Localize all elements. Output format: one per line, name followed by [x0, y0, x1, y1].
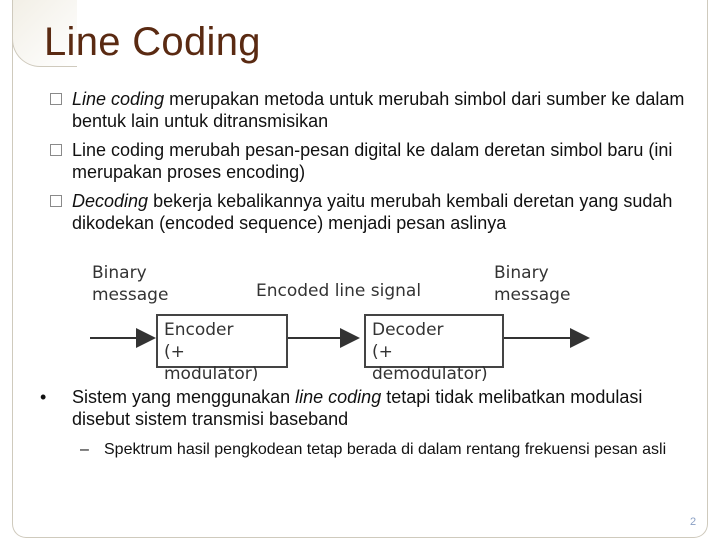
bullet-text: merupakan metoda untuk merubah simbol dari sumber ke dalam bentuk lain untuk ditransmisikan [72, 89, 685, 131]
line-coding-diagram [88, 258, 608, 384]
checkbox-bullet-icon [50, 195, 62, 207]
encoder-sublabel: (+ modulator) [164, 342, 259, 384]
bullet-text: Line coding merubah pesan-pesan digital ke dalam deretan simbol baru (ini merupakan proses encoding) [72, 140, 673, 182]
bullet-item [50, 190, 690, 234]
bullet-italic: Decoding [72, 191, 149, 211]
bullet-dot: • [40, 387, 47, 407]
bullet-text: bekerja kebalikannya yaitu merubah kembali deretan yang sudah dikodekan (encoded sequence) menjadi pesan aslinya [72, 191, 673, 233]
output-label-line: message [494, 285, 571, 305]
bullet-italic: Line coding [72, 89, 165, 109]
middle-label: Encoded line signal [256, 281, 422, 301]
decoder-sublabel: (+ demodulator) [372, 342, 488, 384]
bullet-list [50, 88, 690, 241]
sub-bullet-dash: – [80, 441, 89, 458]
bullet-item [50, 139, 690, 183]
checkbox-bullet-icon [50, 93, 62, 105]
main-bullet-text: tetapi tidak melibatkan modulasi disebut sistem transmisi baseband [72, 387, 643, 429]
decoder-label: Decoder [372, 320, 444, 340]
encoder-label: Encoder [164, 320, 234, 340]
input-label-line: message [92, 285, 169, 305]
sub-bullet [32, 440, 682, 460]
main-bullet [32, 386, 682, 430]
sub-bullet-text: Spektrum hasil pengkodean tetap berada di dalam rentang frekuensi pesan asli [104, 441, 667, 458]
main-bullet-text: Sistem yang menggunakan [72, 387, 296, 407]
decoder-block [364, 314, 504, 384]
lower-section [32, 386, 682, 460]
main-bullet-italic: line coding [295, 387, 382, 407]
checkbox-bullet-icon [50, 144, 62, 156]
input-label-line: Binary [92, 263, 147, 283]
encoder-block [156, 314, 288, 384]
output-label [494, 262, 570, 306]
output-label-line: Binary [494, 263, 549, 283]
input-label [92, 262, 168, 306]
page-number: 2 [690, 516, 697, 528]
slide-title: Line Coding [44, 20, 261, 64]
bullet-item [50, 88, 690, 132]
